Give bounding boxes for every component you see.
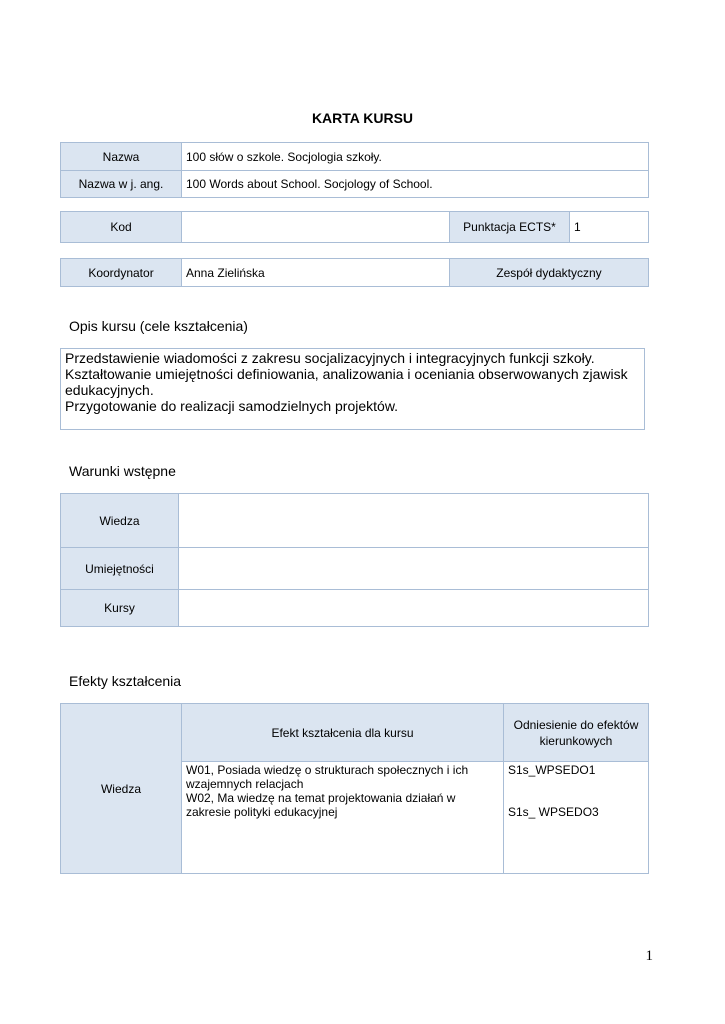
coordinator-value: Anna Zielińska	[182, 259, 450, 287]
prerequisites-heading: Warunki wstępne	[69, 463, 176, 479]
reference-header-line: Odniesienie do efektów	[513, 717, 639, 732]
effect-column-header: Efekt kształcenia dla kursu	[182, 704, 504, 762]
prerequisites-table	[60, 493, 649, 627]
name-en-label: Nazwa w j. ang.	[61, 171, 182, 198]
coordinator-label: Koordynator	[61, 259, 182, 287]
description-line: Kształtowanie umiejętności definiowania, analizowania i oceniania obserwowanych zjawisk	[65, 366, 628, 382]
course-name-table	[60, 142, 649, 198]
effect-line: W02, Ma wiedzę na temat projektowania działań w	[186, 791, 456, 805]
description-line: edukacyjnych.	[65, 382, 154, 398]
page-title: KARTA KURSU	[311, 110, 414, 126]
team-label: Zespół dydaktyczny	[450, 259, 649, 287]
code-value	[182, 212, 450, 243]
effect-line: zakresie polityki edukacyjnej	[186, 805, 338, 819]
name-en-value: 100 Words about School. Socjology of School.	[182, 171, 649, 198]
description-line: Przygotowanie do realizacji samodzielnych projektów.	[65, 398, 399, 414]
outcomes-row-label: Wiedza	[61, 704, 182, 874]
courses-label: Kursy	[61, 590, 179, 627]
description-box	[60, 348, 645, 430]
reference-cell	[504, 762, 649, 874]
name-value: 100 słów o szkole. Socjologia szkoły.	[182, 143, 649, 171]
ects-value: 1	[570, 212, 649, 243]
skills-value	[179, 548, 649, 590]
outcomes-table	[60, 703, 649, 874]
skills-label: Umiejętności	[61, 548, 179, 590]
code-table	[60, 211, 649, 243]
knowledge-label: Wiedza	[61, 494, 179, 548]
page-number: 1	[645, 948, 653, 964]
code-label: Kod	[61, 212, 182, 243]
outcomes-heading: Efekty kształcenia	[69, 673, 182, 689]
courses-value	[179, 590, 649, 627]
reference-header-line: kierunkowych	[539, 733, 613, 748]
knowledge-value	[179, 494, 649, 548]
reference-value: S1s_ WPSEDO3	[508, 805, 599, 819]
effect-cell	[182, 762, 504, 874]
reference-column-header	[504, 704, 649, 762]
effect-line: wzajemnych relacjach	[186, 777, 304, 791]
ects-label: Punktacja ECTS*	[450, 212, 570, 243]
coordinator-table	[60, 258, 649, 287]
name-label: Nazwa	[61, 143, 182, 171]
description-heading: Opis kursu (cele kształcenia)	[69, 318, 248, 334]
effect-line: W01, Posiada wiedzę o strukturach społecznych i ich	[186, 763, 469, 777]
reference-value: S1s_WPSEDO1	[508, 763, 596, 777]
description-line: Przedstawienie wiadomości z zakresu socjalizacyjnych i integracyjnych funkcji szkoły.	[65, 350, 595, 366]
